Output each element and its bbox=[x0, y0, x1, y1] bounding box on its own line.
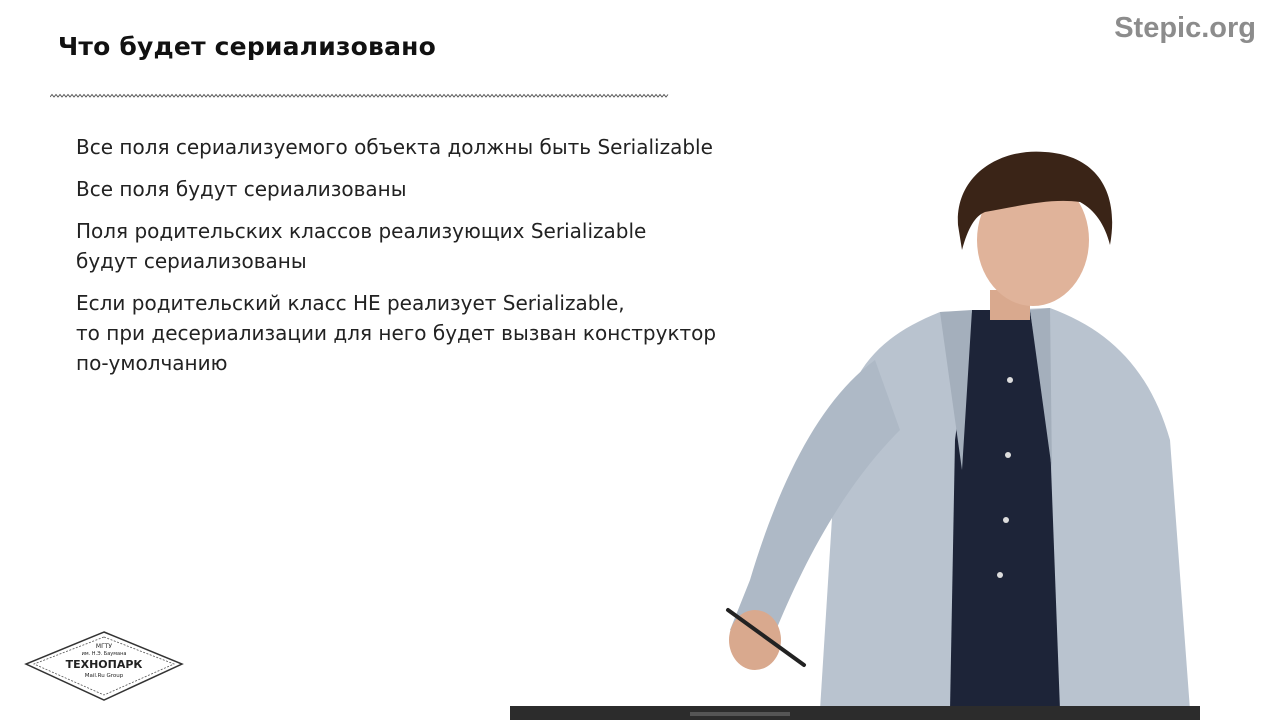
bullet-item bbox=[76, 174, 736, 204]
speaker-hand bbox=[729, 610, 781, 670]
logo-line-1: МГТУ bbox=[95, 643, 113, 650]
bullet-line: будут сериализованы bbox=[76, 249, 307, 273]
logo-line-2: им. Н.Э. Баумана bbox=[81, 651, 127, 657]
technopark-logo bbox=[22, 630, 186, 704]
logo-line-4: Mail.Ru Group bbox=[84, 673, 124, 679]
bullet-line: Если родительский класс НЕ реализует Serializable, bbox=[76, 291, 625, 315]
title-underline-divider bbox=[50, 93, 670, 101]
speaker-photo bbox=[700, 140, 1200, 710]
slide-title: Что будет сериализовано bbox=[58, 32, 436, 61]
bullet-line: то при десериализации для него будет вызван конструктор bbox=[76, 321, 717, 345]
bullet-line: Все поля будут сериализованы bbox=[76, 177, 407, 201]
laptop-edge bbox=[510, 706, 1200, 720]
logo-line-3: ТЕХНОПАРК bbox=[65, 658, 143, 671]
bullet-line: Поля родительских классов реализующих Serializable bbox=[76, 219, 647, 243]
bullet-line: по-умолчанию bbox=[76, 351, 228, 375]
bullet-list bbox=[76, 132, 736, 390]
bullet-item bbox=[76, 132, 736, 162]
bullet-line: Все поля сериализуемого объекта должны быть Serializable bbox=[76, 135, 713, 159]
stepic-watermark: Stepic.org bbox=[1114, 12, 1256, 44]
bullet-item bbox=[76, 288, 736, 378]
bullet-item bbox=[76, 216, 736, 276]
